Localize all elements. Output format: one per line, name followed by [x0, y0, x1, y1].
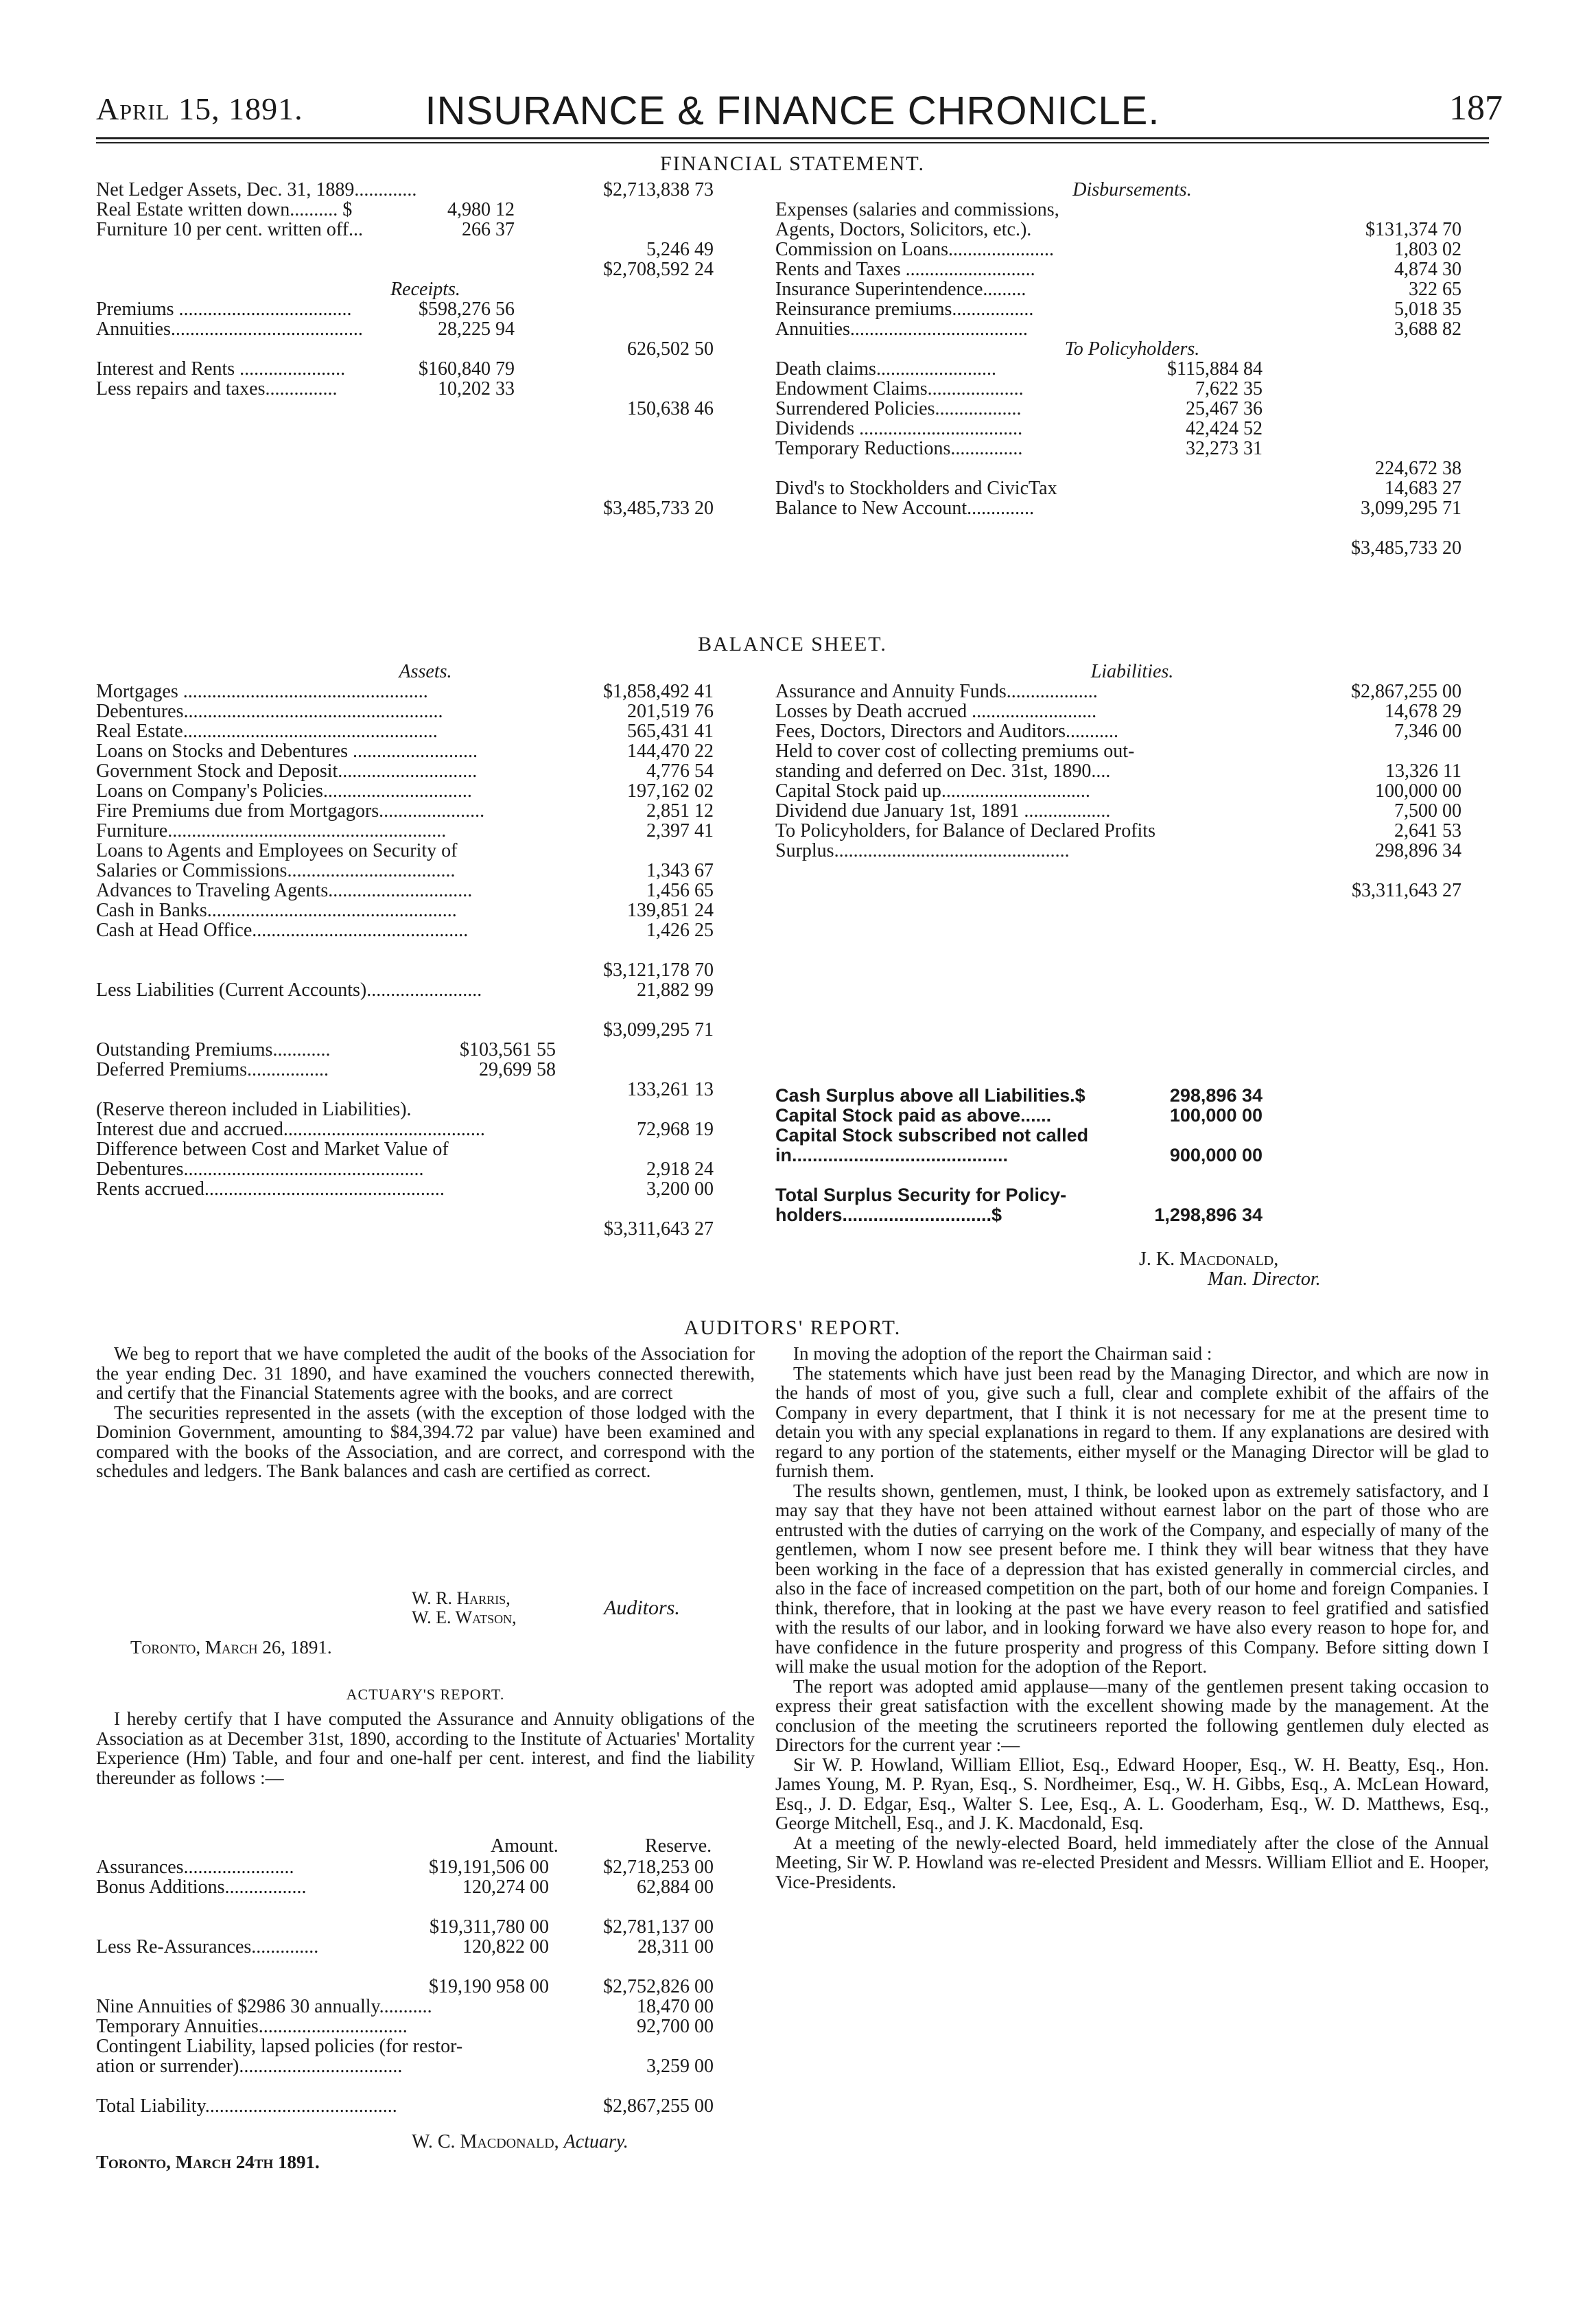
asset-line-label: Outstanding Premiums............	[96, 1039, 331, 1060]
asset-line	[96, 980, 755, 1000]
asset-line-label: Mortgages ...................................................	[96, 681, 428, 702]
liability-line-total: 7,346 00	[1394, 721, 1461, 742]
liability-line-total: 14,678 29	[1385, 701, 1461, 722]
receipt-line-label: Premiums ....................................	[96, 299, 352, 320]
surplus-line-label: in..........................................	[775, 1145, 1009, 1165]
surplus-line-label: Total Surplus Security for Policy-	[775, 1185, 1067, 1205]
policyholder-line	[775, 419, 1489, 439]
spacer	[96, 478, 755, 498]
liability-line-label: To Policyholders, for Balance of Declared Profits	[775, 820, 1155, 841]
asset-line-label: Cash at Head Office.............................................	[96, 920, 469, 941]
surplus-line-label: holders.............................$	[775, 1205, 1002, 1225]
disbursement-line-total: 322 65	[1409, 279, 1461, 300]
asset-line	[96, 1159, 755, 1179]
asset-line	[96, 1179, 755, 1199]
liability-line	[775, 801, 1489, 821]
assets-heading: Assets.	[399, 661, 452, 682]
auditor-watson: W. E. Watson,	[412, 1607, 517, 1627]
receipt-line-label: Less repairs and taxes...............	[96, 378, 338, 399]
policyholder-line-label: Death claims.........................	[775, 358, 996, 380]
receipt-line	[96, 319, 755, 339]
surplus-line-label: Cash Surplus above all Liabilities.$	[775, 1085, 1085, 1106]
receipts-heading: Receipts.	[390, 279, 460, 300]
auditors-place-date: Toronto, March 26, 1891.	[130, 1637, 332, 1658]
asset-line	[96, 1000, 755, 1020]
auditors-label: Auditors.	[604, 1596, 680, 1619]
actuary-line-label: Bonus Additions.................	[96, 1876, 307, 1898]
right-total-amount: $3,485,733 20	[1351, 537, 1461, 559]
asset-line-total: 565,431 41	[627, 721, 714, 742]
liability-line-total: 2,641 53	[1394, 820, 1461, 841]
liability-line-label: Dividend due January 1st, 1891 ..................	[775, 800, 1111, 822]
asset-line-total: 144,470 22	[627, 741, 714, 762]
liability-line-total: $3,311,643 27	[1352, 880, 1461, 901]
disbursement-line	[775, 319, 1489, 339]
reserve-header: Reserve.	[645, 1835, 712, 1857]
asset-line-total: $3,099,295 71	[603, 1019, 714, 1041]
receipt-line-total: 150,638 46	[627, 398, 714, 419]
meeting-paragraph-5: Sir W. P. Howland, William Elliot, Esq., Edward Hooper, Esq., W. H. Beatty, Esq., Hon. James Young, M. P. Ryan, Esq., S. Nordheimer, Esq., W. H. Gibbs, Esq., A. McLean Howard, Esq., J. D. Edgar, Esq., Walter S. Lee, Esq., A. L. Gooderham, Esq., W. D. Matthews, Esq., George Mitchell, Esq., and J. K. Macdonald, Esq.	[775, 1754, 1489, 1833]
statement-line-total: $2,713,838 73	[603, 179, 714, 200]
asset-line-label: Deferred Premiums.................	[96, 1059, 329, 1080]
receipt-line-label: Annuities........................................	[96, 318, 363, 340]
asset-line	[96, 1040, 755, 1060]
asset-line-total: $1,858,492 41	[603, 681, 714, 702]
spacer	[775, 518, 1489, 538]
surplus-security-table	[775, 1086, 1297, 1225]
actuary-line	[96, 1917, 755, 1937]
actuary-line-total: 3,259 00	[646, 2056, 714, 2077]
liability-line-label: Fees, Doctors, Directors and Auditors...........	[775, 721, 1119, 742]
asset-line	[96, 861, 755, 881]
receipt-line	[96, 379, 755, 399]
auditors-report-title: AUDITORS' REPORT.	[683, 1316, 902, 1339]
page-number: 187	[1449, 89, 1503, 128]
actuary-line-amount: $19,190 958 00	[429, 1976, 549, 1997]
actuary-line-label: Assurances.......................	[96, 1857, 294, 1878]
policyholders-heading: To Policyholders.	[1064, 338, 1200, 360]
left-total-amount: $3,485,733 20	[603, 498, 714, 519]
asset-line	[96, 940, 755, 960]
asset-line-label: Loans on Stocks and Debentures ..........................	[96, 741, 478, 762]
actuary-line-total: $2,718,253 00	[603, 1857, 714, 1878]
surplus-line-amount: 1,298,896 34	[1154, 1205, 1263, 1225]
meeting-paragraph-2: The statements which have just been read by the Managing Director, and which are now in the hands of most of you, give such a full, clear and complete exhibit of the affairs of the Company in every department, that I think it is not necessary for me at the present time to detain you with any special explanations in regard to them. If any explanations are desired with regard to any portion of the statements, either myself or the Managing Director will be glad to furnish them.	[775, 1362, 1489, 1481]
policyholder-line-amount: 25,467 36	[1186, 398, 1263, 419]
actuary-line	[96, 1857, 755, 1877]
surplus-line	[775, 1165, 1297, 1185]
liability-line-total: 7,500 00	[1394, 800, 1461, 822]
disbursement-line-label: Rents and Taxes ...........................	[775, 259, 1035, 280]
meeting-paragraph-6: At a meeting of the newly-elected Board, held immediately after the close of the Annual Meeting, Sir W. P. Howland was re-elected President and Messrs. William Elliot and E. Hooper, Vice-Presidents.	[775, 1832, 1489, 1892]
surplus-line	[775, 1185, 1297, 1205]
disbursement-line-label: Commission on Loans......................	[775, 239, 1055, 260]
policyholder-line-total: 224,672 38	[1375, 458, 1461, 479]
meeting-paragraph-1: In moving the adoption of the report the Chairman said :	[793, 1343, 1212, 1364]
asset-line	[96, 1060, 755, 1080]
policyholder-line-label: Balance to New Account..............	[775, 498, 1035, 519]
asset-line-amount: 29,699 58	[479, 1059, 556, 1080]
asset-line-label: Rents accrued..................................................	[96, 1178, 445, 1200]
statement-line-label: Real Estate written down.......... $	[96, 199, 353, 220]
actuary-line-label: Contingent Liability, lapsed policies (for restor-	[96, 2036, 463, 2057]
manager-signature	[1098, 1249, 1441, 1289]
policyholder-line-total: 14,683 27	[1385, 478, 1461, 499]
amount-header: Amount.	[491, 1835, 559, 1857]
liability-line-total: 100,000 00	[1375, 780, 1461, 802]
actuary-line-total: $2,752,826 00	[603, 1976, 714, 1997]
policyholder-line	[775, 478, 1489, 498]
receipt-line-amount: $598,276 56	[419, 299, 515, 320]
policyholder-line-label: Endowment Claims....................	[775, 378, 1024, 399]
actuary-line-total: 62,884 00	[637, 1876, 714, 1898]
asset-line-label: (Reserve thereon included in Liabilities).	[96, 1099, 412, 1120]
actuary-line	[96, 1877, 755, 1897]
asset-line-total: 197,162 02	[627, 780, 714, 802]
policyholder-line-amount: 7,622 35	[1195, 378, 1263, 399]
surplus-line-label: Capital Stock paid as above......	[775, 1105, 1052, 1126]
liability-line-label: Capital Stock paid up...............................	[775, 780, 1090, 802]
statement-left-total	[96, 498, 755, 518]
actuary-line-label: Temporary Annuities...............................	[96, 2016, 408, 2037]
actuary-line	[96, 2076, 755, 2096]
auditors-paragraph-2: The securities represented in the assets (with the exception of those lodged with the Dominion Government, amounting to $84,394.72 par value) have been examined and compared with the books of the Association, and are correct, and correspond with the schedules and ledgers. The Bank balances and cash are certified as correct.	[96, 1402, 755, 1481]
financial-statement-title: FINANCIAL STATEMENT.	[660, 152, 925, 175]
policyholder-line	[775, 359, 1489, 379]
statement-line-label: Furniture 10 per cent. written off...	[96, 219, 364, 240]
policyholder-line	[775, 399, 1489, 419]
actuary-line	[96, 2056, 755, 2076]
asset-line-total: 1,343 67	[646, 860, 714, 881]
liability-line-label: standing and deferred on Dec. 31st, 1890....	[775, 760, 1111, 782]
statement-line	[96, 200, 755, 220]
asset-line-total: 21,882 99	[637, 979, 714, 1001]
asset-line	[96, 741, 755, 761]
asset-line	[96, 781, 755, 801]
liability-line	[775, 781, 1489, 801]
surplus-line-amount: 100,000 00	[1169, 1105, 1263, 1126]
actuary-line	[96, 1937, 755, 1957]
statement-line-label: Net Ledger Assets, Dec. 31, 1889.............	[96, 179, 417, 200]
disbursement-line-label: Insurance Superintendence.........	[775, 279, 1026, 300]
statement-line-amount: 266 37	[462, 219, 515, 240]
asset-line	[96, 881, 755, 900]
actuary-line	[96, 1957, 755, 1977]
asset-line-total: $3,311,643 27	[604, 1218, 714, 1240]
policyholder-line-amount: $115,884 84	[1167, 358, 1263, 380]
actuary-line-total: $2,781,137 00	[603, 1916, 714, 1938]
asset-line-total: $3,121,178 70	[603, 960, 714, 981]
receipt-line-amount: 28,225 94	[438, 318, 515, 340]
actuary-line	[96, 2096, 755, 2116]
disbursement-line-total: 1,803 02	[1394, 239, 1461, 260]
receipt-line-amount: 10,202 33	[438, 378, 515, 399]
receipt-line	[96, 299, 755, 319]
balance-sheet-title: BALANCE SHEET.	[698, 633, 887, 655]
surplus-line-amount: 900,000 00	[1169, 1145, 1263, 1165]
financial-statement-left-column	[96, 180, 755, 518]
statement-line-total: $2,708,592 24	[603, 259, 714, 280]
actuary-line	[96, 1977, 755, 1997]
asset-line-amount: $103,561 55	[460, 1039, 556, 1060]
disbursement-line-label: Annuities.....................................	[775, 318, 1028, 340]
liability-line	[775, 701, 1489, 721]
liability-line-total: 298,896 34	[1375, 840, 1461, 861]
asset-line	[96, 900, 755, 920]
disbursement-line-total: 4,874 30	[1394, 259, 1461, 280]
policyholder-line-amount: 42,424 52	[1186, 418, 1263, 439]
actuary-liability-table	[96, 1857, 755, 2116]
actuary-line-label: ation or surrender)..................................	[96, 2056, 403, 2077]
disbursement-line-total: $131,374 70	[1365, 219, 1461, 240]
receipt-line	[96, 399, 755, 419]
disbursement-line-label: Expenses (salaries and commissions,	[775, 199, 1059, 220]
asset-line	[96, 701, 755, 721]
statement-line	[96, 220, 755, 240]
receipt-line	[96, 339, 755, 359]
asset-line-label: Loans to Agents and Employees on Security of	[96, 840, 458, 861]
meeting-report-body	[775, 1344, 1489, 1892]
meeting-paragraph-3: The results shown, gentlemen, must, I think, be looked upon as extremely satisfactory, and I may say that they have not been attained without earnest labor on the part of those who are entrusted with the duties of carrying on the work of the Company, and especially of many of the gentlemen, whom I now see present before me. I think they will bear witness that they have been working in the face of a depression that has existed generally in commercial circles, and also in the face of increased competition on the part, both of our home and foreign Companies. I think, therefore, that in looking at the past we have every reason to feel gratified and satisfied with the results of our labor, and in looking forward we have also every reason to hope for, and have confidence in the future prosperity and progress of this Company. Before sitting down I will make the usual motion for the adoption of the Report.	[775, 1480, 1489, 1677]
policyholder-line-label: Dividends ..................................	[775, 418, 1023, 439]
auditor-harris: W. R. Harris,	[412, 1588, 510, 1608]
asset-line-label: Interest due and accrued..........................................	[96, 1119, 485, 1140]
policyholder-line-label: Surrendered Policies..................	[775, 398, 1022, 419]
actuary-line-amount: $19,311,780 00	[430, 1916, 549, 1938]
statement-line	[96, 240, 755, 259]
actuary-line	[96, 2017, 755, 2036]
statement-right-total	[775, 538, 1489, 558]
asset-line-label: Real Estate.....................................................	[96, 721, 438, 742]
actuary-name: W. C. Macdonald,	[412, 2131, 559, 2152]
asset-line	[96, 841, 755, 861]
publication-title: INSURANCE & FINANCE CHRONICLE.	[425, 89, 1160, 133]
actuary-line-amount: 120,274 00	[462, 1876, 549, 1898]
auditors-paragraph-1: We beg to report that we have completed the audit of the books of the Association for the year ending Dec. 31 1890, and have examined the vouchers connected therewith, and certify that the Financial Statements agree with the books, and are correct	[96, 1343, 755, 1403]
surplus-line-label: Capital Stock subscribed not called	[775, 1125, 1089, 1146]
actuary-line	[96, 2036, 755, 2056]
actuary-line-label: Total Liability........................................	[96, 2095, 397, 2117]
policyholder-line-label: Temporary Reductions...............	[775, 438, 1023, 459]
policyholder-line-total: 3,099,295 71	[1361, 498, 1461, 519]
liability-line	[775, 881, 1489, 900]
asset-line-total: 2,918 24	[646, 1159, 714, 1180]
disbursement-line	[775, 279, 1489, 299]
asset-line	[96, 1020, 755, 1040]
actuary-line-total: 92,700 00	[637, 2016, 714, 2037]
surplus-line	[775, 1106, 1297, 1126]
asset-line-total: 2,397 41	[646, 820, 714, 841]
statement-line-amount: 4,980 12	[447, 199, 515, 220]
actuary-paragraph: I hereby certify that I have computed the Assurance and Annuity obligations of the Association as at December 31st, 1890, according to the Institute of Actuaries' Mortality Experience (Hm) Table, and four and one-half per cent. interest, and find the liability thereunder as follows :—	[96, 1708, 755, 1788]
liability-line	[775, 761, 1489, 781]
asset-line-total: 133,261 13	[627, 1079, 714, 1100]
header-rule-top	[96, 137, 1489, 139]
liability-line	[775, 861, 1489, 881]
asset-line-total: 2,851 12	[646, 800, 714, 822]
asset-line-total: 1,456 65	[646, 880, 714, 901]
actuary-title: Actuary.	[563, 2131, 629, 2152]
balance-sheet-assets-column	[96, 662, 755, 1239]
actuary-line	[96, 1897, 755, 1917]
disbursement-line-label: Reinsurance premiums.................	[775, 299, 1034, 320]
liability-line-total: $2,867,255 00	[1351, 681, 1461, 702]
asset-line-label: Loans on Company's Policies...............................	[96, 780, 472, 802]
surplus-line	[775, 1146, 1297, 1165]
asset-line-label: Fire Premiums due from Mortgagors......................	[96, 800, 485, 822]
asset-line-label: Less Liabilities (Current Accounts)........................	[96, 979, 482, 1001]
asset-line-total: 139,851 24	[627, 900, 714, 921]
liability-line	[775, 741, 1489, 761]
manager-name: J. K. Macdonald,	[1139, 1248, 1279, 1270]
liability-line	[775, 841, 1489, 861]
actuary-signature	[412, 2132, 755, 2152]
surplus-line	[775, 1126, 1297, 1146]
liabilities-heading: Liabilities.	[1090, 661, 1174, 682]
policyholder-line	[775, 379, 1489, 399]
disbursement-line-label: Agents, Doctors, Solicitors, etc.).	[775, 219, 1032, 240]
receipt-line-amount: $160,840 79	[419, 358, 515, 380]
disbursement-line	[775, 299, 1489, 319]
actuary-line	[96, 1997, 755, 2017]
disbursement-line-total: 3,688 82	[1394, 318, 1461, 340]
auditors-signatures	[412, 1589, 755, 1627]
asset-line	[96, 1139, 755, 1159]
asset-line-label: Difference between Cost and Market Value of	[96, 1139, 449, 1160]
asset-line	[96, 1119, 755, 1139]
auditors-report-body	[96, 1344, 755, 1481]
liability-line	[775, 721, 1489, 741]
balance-sheet-liabilities-column	[775, 662, 1489, 900]
asset-line-total: 3,200 00	[646, 1178, 714, 1200]
actuary-line-amount: 120,822 00	[462, 1936, 549, 1957]
policyholder-line-amount: 32,273 31	[1186, 438, 1263, 459]
asset-line-total: 72,968 19	[637, 1119, 714, 1140]
receipt-line-total: 626,502 50	[627, 338, 714, 360]
surplus-line	[775, 1205, 1297, 1225]
asset-line	[96, 1100, 755, 1119]
asset-line	[96, 960, 755, 980]
asset-line	[96, 1199, 755, 1219]
page-header	[69, 69, 1516, 137]
spacer	[96, 419, 755, 439]
policyholder-line	[775, 498, 1489, 518]
asset-line	[96, 1219, 755, 1239]
asset-line-total: 1,426 25	[646, 920, 714, 941]
asset-line	[96, 1080, 755, 1100]
policyholder-line	[775, 439, 1489, 458]
disbursement-line	[775, 220, 1489, 240]
liability-line-label: Losses by Death accrued ..........................	[775, 701, 1097, 722]
spacer	[96, 458, 755, 478]
actuary-line-label: Nine Annuities of $2986 30 annually...........	[96, 1996, 432, 2017]
liability-line	[775, 682, 1489, 701]
liability-line-total: 13,326 11	[1385, 760, 1461, 782]
actuary-place-date: Toronto, March 24th 1891.	[96, 2152, 320, 2172]
asset-line-label: Furniture..........................................................	[96, 820, 447, 841]
asset-line	[96, 761, 755, 781]
receipt-line-label: Interest and Rents ......................	[96, 358, 346, 380]
disbursement-line	[775, 240, 1489, 259]
actuary-line-total: 18,470 00	[637, 1996, 714, 2017]
policyholder-line-label: Divd's to Stockholders and CivicTax	[775, 478, 1057, 499]
asset-line-label: Advances to Traveling Agents..............................	[96, 880, 473, 901]
disbursement-line-total: 5,018 35	[1394, 299, 1461, 320]
actuary-report-body	[96, 1709, 755, 1787]
header-rule-bottom	[96, 142, 1489, 143]
liability-line-label: Surplus.................................................	[775, 840, 1070, 861]
statement-line	[96, 259, 755, 279]
asset-line-label: Debentures......................................................	[96, 701, 443, 722]
financial-statement-right-column	[775, 180, 1489, 558]
issue-date: April 15, 1891.	[96, 91, 303, 126]
statement-line-total: 5,246 49	[646, 239, 714, 260]
asset-line-label: Government Stock and Deposit.............................	[96, 760, 478, 782]
receipt-line	[96, 359, 755, 379]
actuary-line-amount: $19,191,506 00	[429, 1857, 549, 1878]
actuary-line-total: 28,311 00	[637, 1936, 714, 1957]
surplus-line-amount: 298,896 34	[1169, 1085, 1263, 1106]
asset-line	[96, 920, 755, 940]
statement-line	[96, 180, 755, 200]
spacer	[96, 439, 755, 458]
actuary-line-total: $2,867,255 00	[603, 2095, 714, 2117]
asset-line	[96, 801, 755, 821]
actuary-report-title: ACTUARY'S REPORT.	[346, 1686, 505, 1703]
asset-line-label: Cash in Banks....................................................	[96, 900, 457, 921]
asset-line	[96, 821, 755, 841]
policyholder-line	[775, 458, 1489, 478]
actuary-line-label: Less Re-Assurances..............	[96, 1936, 319, 1957]
asset-line-label: Salaries or Commissions...................................	[96, 860, 456, 881]
disbursement-line	[775, 200, 1489, 220]
asset-line	[96, 682, 755, 701]
asset-line	[96, 721, 755, 741]
disbursement-line	[775, 259, 1489, 279]
manager-title: Man. Director.	[1208, 1268, 1321, 1290]
liability-line-label: Assurance and Annuity Funds...................	[775, 681, 1098, 702]
meeting-paragraph-4: The report was adopted amid applause—many of the gentlemen present taking occasion to express their great satisfaction with the excellent showing made by the management. At the conclusion of the meeting the scrutineers reported the following gentlemen duly elected as Directors for the current year :—	[775, 1675, 1489, 1755]
liability-line	[775, 821, 1489, 841]
disbursements-heading: Disbursements.	[1072, 179, 1192, 200]
asset-line-total: 4,776 54	[646, 760, 714, 782]
surplus-line	[775, 1086, 1297, 1106]
liability-line-label: Held to cover cost of collecting premiums out-	[775, 741, 1135, 762]
asset-line-total: 201,519 76	[627, 701, 714, 722]
asset-line-label: Debentures..................................................	[96, 1159, 424, 1180]
